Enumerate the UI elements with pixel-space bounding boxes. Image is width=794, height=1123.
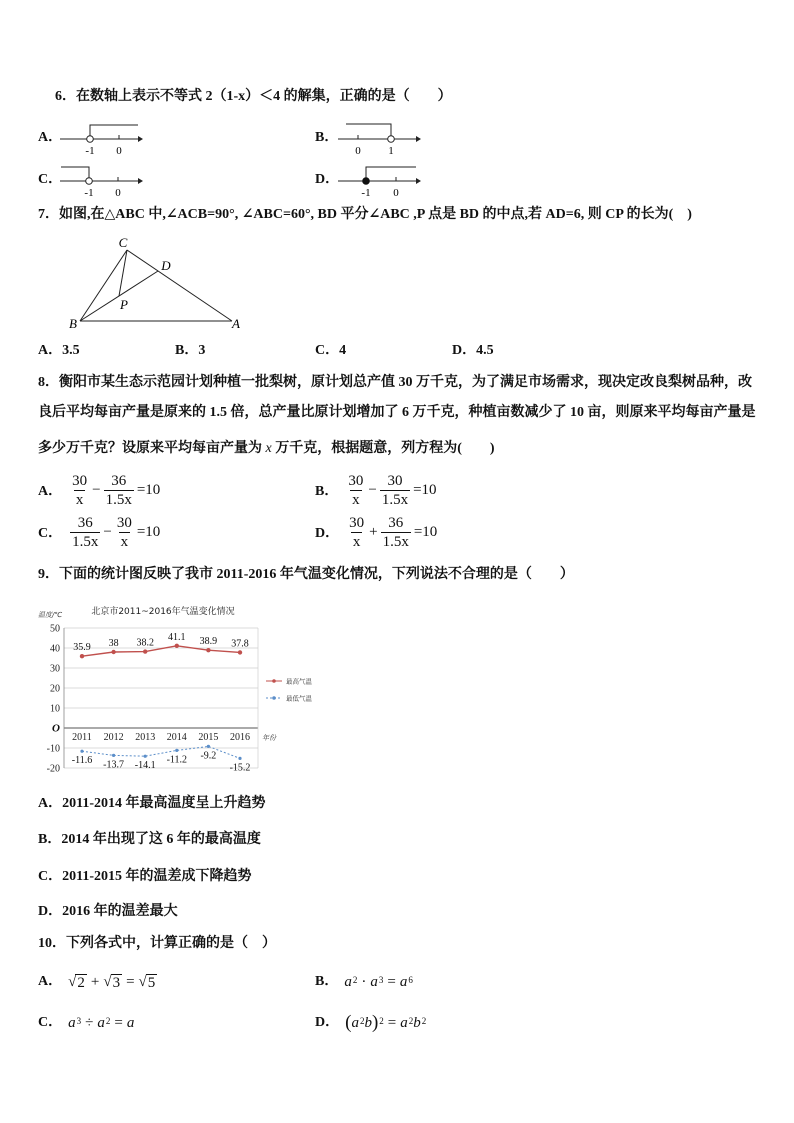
fraction (380, 472, 410, 509)
exponent: 2 (352, 975, 358, 985)
data-label: -11.2 (166, 754, 188, 766)
data-label: 38.9 (199, 636, 218, 648)
x-axis-label: 年份 (262, 734, 276, 742)
open-endpoint (388, 136, 395, 143)
equals-sign: = (387, 1015, 397, 1031)
side-ca (127, 250, 232, 321)
fraction (70, 472, 89, 509)
q7-option-b (175, 341, 205, 361)
base: a (400, 1015, 408, 1031)
y-tick-label: -10 (46, 743, 60, 755)
x-tick-label: 2013 (135, 732, 156, 743)
denominator: 1.5x (382, 533, 409, 550)
q8-variable: x (265, 441, 272, 456)
left-paren: ( (345, 1012, 352, 1033)
legend-marker (272, 679, 276, 683)
operator: + (90, 974, 100, 990)
option-value: 3 (198, 343, 206, 358)
q10-option-b (315, 970, 413, 994)
base: a (68, 1015, 76, 1031)
tick-label: 0 (115, 187, 121, 199)
q6-option-d-number-line (336, 162, 422, 200)
fraction (346, 472, 365, 509)
axis-arrow (416, 136, 421, 142)
q7-text: 7．如图,在△ABC 中,∠ACB=90°, ∠ABC=60°, BD 平分∠ABC ,P 点是 BD 的中点,若 AD=6, 则 CP 的长为( ) (38, 207, 692, 222)
legend-label: 最低气温 (286, 694, 312, 703)
radicand: 3 (112, 974, 121, 991)
q7-option-c (315, 341, 346, 361)
option-label: A． (38, 974, 63, 989)
numerator: 30 (348, 472, 364, 489)
option-label: D． (38, 904, 63, 919)
vertex-label-c: C (118, 235, 128, 250)
radical-sign: √ (138, 974, 147, 990)
option-value: 3.5 (62, 343, 80, 358)
base: a (399, 974, 408, 990)
denominator: 1.5x (72, 533, 99, 550)
q6-text: 6．在数轴上表示不等式 2（1-x）＜4 的解集，正确的是（ ） (55, 89, 452, 104)
data-point (175, 749, 178, 752)
numerator: 36 (111, 472, 127, 489)
base: a (370, 974, 378, 990)
y-tick-label: 30 (50, 663, 60, 675)
q10-text: 10．下列各式中，计算正确的是（ ） (38, 936, 276, 951)
data-point (175, 644, 179, 648)
vertex-label-a: A (232, 316, 240, 331)
data-label: -9.2 (200, 750, 217, 762)
q7-triangle-figure (60, 232, 250, 332)
equation-rhs: =10 (136, 481, 161, 498)
axis-arrow (138, 136, 143, 142)
legend-marker (272, 696, 276, 700)
radicand: 5 (147, 974, 156, 991)
option-text: 2016 年的温差最大 (62, 904, 178, 919)
denominator: x (75, 491, 84, 508)
operator: − (103, 523, 112, 540)
tick-label: -1 (85, 145, 95, 157)
y-tick-label: 40 (50, 643, 60, 655)
chart-title: 北京市2011~2016年气温变化情况 (91, 607, 235, 617)
q6-option-d-label: D． (315, 172, 340, 187)
data-label: -15.2 (229, 762, 251, 774)
math-expression (68, 1013, 134, 1033)
fraction (347, 514, 366, 551)
option-label: A． (38, 484, 63, 499)
q8-option-a (38, 468, 161, 512)
open-endpoint (86, 178, 93, 185)
data-point (207, 745, 210, 748)
data-point (144, 755, 147, 758)
exponent: 6 (408, 975, 413, 985)
exponent: 2 (408, 1016, 414, 1026)
y-tick-label: 10 (50, 703, 60, 715)
q7-option-a (38, 341, 80, 361)
tick-label: -1 (361, 187, 371, 199)
solution-ray (90, 125, 138, 136)
exponent: 2 (421, 1016, 427, 1026)
option-label: B． (38, 832, 62, 847)
data-label: 35.9 (73, 642, 91, 654)
radical-sign: √ (103, 974, 112, 990)
q9-option-d (38, 902, 178, 922)
radicand: 2 (77, 974, 85, 991)
option-label: A． (38, 796, 63, 811)
option-label: C． (38, 869, 63, 884)
option-label: A． (38, 343, 63, 358)
data-label: 38 (108, 638, 119, 649)
option-text: 2011-2015 年的温差成下降趋势 (62, 869, 252, 884)
equation-rhs: =10 (413, 481, 437, 498)
option-label: C． (38, 526, 63, 541)
temperature-line-chart (36, 603, 336, 779)
q8-text-line-1: 8．衡阳市某生态示范园计划种植一批梨树，原计划总产值 30 万千克，为了满足市场需求，现决定改良梨树品种，改 (38, 375, 752, 390)
tick-label: 0 (393, 187, 399, 199)
equals-sign: = (387, 974, 396, 990)
axis-arrow (138, 178, 143, 184)
radical-sign: √ (68, 974, 77, 990)
math-expression (68, 972, 157, 992)
legend-label: 最高气温 (286, 677, 312, 686)
math-expression (344, 972, 412, 992)
option-label: B． (315, 484, 339, 499)
q6-option-c-label: C． (38, 172, 63, 187)
q10-option-a (38, 970, 157, 994)
q9-option-c (38, 867, 252, 887)
q10-option-c (38, 1011, 134, 1035)
denominator: 1.5x (381, 491, 409, 508)
equation-rhs: =10 (136, 523, 161, 540)
y-tick-label: 50 (50, 623, 60, 635)
right-paren: ) (371, 1012, 379, 1033)
q9-option-a (38, 794, 266, 814)
solution-ray (366, 167, 416, 178)
data-label: -13.7 (103, 759, 125, 771)
denominator: x (352, 533, 361, 550)
y-tick-label: -20 (46, 763, 60, 775)
x-tick-label: 2016 (230, 732, 250, 743)
base: a (97, 1015, 105, 1031)
numerator: 30 (72, 472, 88, 489)
option-text: 2011-2014 年最高温度呈上升趋势 (62, 796, 266, 811)
axis-arrow (416, 178, 421, 184)
option-label: D． (315, 1015, 340, 1030)
data-label: -11.6 (71, 755, 93, 767)
option-label: D． (452, 343, 477, 358)
q6-option-b-number-line (336, 120, 422, 158)
tick-label: -1 (84, 187, 94, 199)
data-point (206, 648, 210, 652)
base: b (364, 1015, 372, 1031)
q9-option-b (38, 830, 261, 850)
math-expression (345, 1013, 426, 1033)
option-label: B． (175, 343, 199, 358)
data-point (238, 757, 241, 760)
option-value: 4 (339, 343, 347, 358)
q8-line-3-pre: 多少万千克？设原来平均每亩产量为 (38, 441, 266, 456)
q6-option-b-label: B． (315, 130, 339, 145)
option-text: 2014 年出现了这 6 年的最高温度 (61, 832, 261, 847)
option-label: C． (38, 1015, 63, 1030)
series-line-1 (82, 646, 240, 656)
exponent: 2 (359, 1016, 365, 1026)
equals-sign: = (126, 974, 135, 990)
operator: − (368, 481, 377, 498)
q8-option-d (315, 510, 438, 554)
q8-line-3-post: 万千克，根据题意，列方程为( ) (271, 441, 495, 456)
equals-sign: = (114, 1015, 123, 1031)
exponent: 2 (105, 1016, 111, 1026)
q9-text: 9．下面的统计图反映了我市 2011-2016 年气温变化情况，下列说法不合理的是（ ） (38, 567, 574, 582)
exponent: 2 (379, 1016, 384, 1026)
operator: − (92, 481, 101, 498)
q8-option-c (38, 510, 161, 554)
tick-label: 0 (355, 145, 361, 157)
vertex-label-d: D (161, 258, 171, 273)
x-tick-label: 2014 (166, 732, 187, 743)
exponent: 3 (378, 975, 384, 985)
q7-option-d (452, 341, 494, 361)
y-tick-label: O (52, 722, 60, 735)
q8-text-line-3 (38, 439, 495, 459)
fraction (381, 514, 411, 551)
option-label: C． (315, 343, 340, 358)
q6-option-a-label: A． (38, 130, 63, 145)
data-point (80, 750, 83, 753)
operator: ÷ (85, 1015, 94, 1031)
denominator: x (352, 491, 360, 508)
numerator: 36 (388, 514, 404, 531)
data-point (238, 650, 242, 654)
closed-endpoint (363, 178, 370, 185)
numerator: 30 (349, 514, 365, 531)
exponent: 3 (76, 1016, 82, 1026)
data-label: 38.2 (136, 637, 154, 649)
base: a (126, 1015, 135, 1031)
q10-option-d (315, 1011, 426, 1035)
data-label: 41.1 (168, 631, 186, 643)
q8-text-line-2: 良后平均每亩产量是原来的 1.5 倍，总产量比原计划增加了 6 万千克，种植亩数减少了 10 亩，则原来平均每亩产量是 (38, 405, 756, 420)
y-axis-label: 温度/℃ (38, 611, 63, 619)
x-tick-label: 2012 (103, 732, 124, 743)
x-tick-label: 2015 (198, 732, 219, 743)
tick-label: 0 (116, 145, 122, 157)
data-point (112, 754, 115, 757)
tick-label: 1 (388, 145, 394, 157)
numerator: 30 (387, 472, 403, 489)
numerator: 30 (116, 514, 132, 531)
data-point (111, 650, 115, 654)
equation-rhs: =10 (413, 523, 438, 540)
base: a (344, 974, 352, 990)
solution-ray (61, 167, 89, 178)
fraction (70, 514, 100, 551)
option-value: 4.5 (476, 343, 494, 358)
base: b (413, 1015, 421, 1031)
solution-ray (346, 124, 391, 136)
operator: + (369, 523, 378, 540)
base: a (351, 1015, 359, 1031)
q6-option-c-number-line (58, 162, 144, 200)
fraction (104, 472, 134, 509)
denominator: 1.5x (105, 491, 132, 508)
data-label: 37.8 (231, 638, 249, 650)
denominator: x (120, 533, 129, 550)
vertex-label-p: P (120, 297, 128, 312)
option-label: B． (315, 974, 339, 989)
operator: · (361, 974, 367, 990)
data-point (143, 649, 147, 653)
q6-option-a-number-line (58, 120, 144, 158)
numerator: 36 (77, 514, 93, 531)
x-tick-label: 2011 (72, 732, 92, 743)
data-label: -14.1 (134, 760, 156, 772)
option-label: D． (315, 526, 340, 541)
data-point (80, 654, 84, 658)
open-endpoint (87, 136, 94, 143)
fraction (115, 514, 134, 551)
y-tick-label: 20 (50, 683, 60, 695)
q8-option-b (315, 468, 438, 512)
vertex-label-b: B (69, 316, 77, 331)
